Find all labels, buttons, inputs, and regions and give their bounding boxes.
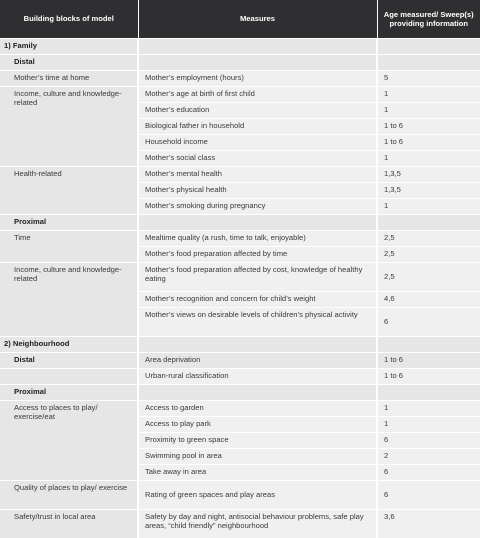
value-cell: 2 <box>377 449 480 465</box>
measure-cell: Mother’s education <box>138 103 377 119</box>
value-cell: 1 to 6 <box>377 369 480 385</box>
block-cell: Health-related <box>0 167 138 215</box>
measure-cell: Proximity to green space <box>138 433 377 449</box>
section-title: 1) Family <box>0 39 138 55</box>
table-row <box>0 87 480 103</box>
section-row-neighbourhood <box>0 337 480 353</box>
table-row <box>0 71 480 87</box>
value-cell: 6 <box>377 481 480 510</box>
subsection-title: Distal <box>0 55 138 71</box>
measure-cell: Mother’s food preparation affected by time <box>138 247 377 263</box>
subsection-row-distal <box>0 55 480 71</box>
subsection-title: Proximal <box>0 215 138 231</box>
table-row <box>0 510 480 538</box>
table-row <box>0 263 480 292</box>
measure-cell: Urban-rural classification <box>138 369 377 385</box>
value-cell: 1 to 6 <box>377 135 480 151</box>
block-cell: Mother’s time at home <box>0 71 138 87</box>
block-cell: Income, culture and knowledge- related <box>0 263 138 337</box>
measure-cell: Mother’s recognition and concern for child’s weight <box>138 292 377 308</box>
value-cell: 1 <box>377 87 480 103</box>
value-cell: 6 <box>377 465 480 481</box>
value-cell: 4,6 <box>377 292 480 308</box>
section-row-family <box>0 39 480 55</box>
block-cell: Quality of places to play/ exercise <box>0 481 138 510</box>
measure-cell: Access to play park <box>138 417 377 433</box>
header-building-blocks: Building blocks of model <box>0 0 138 39</box>
subsection-row-proximal <box>0 385 480 401</box>
value-cell: 1 <box>377 199 480 215</box>
header-age-measured: Age measured/ Sweep(s) providing information <box>377 0 480 39</box>
measure-cell: Swimming pool in area <box>138 449 377 465</box>
table-row <box>0 167 480 183</box>
block-cell: Income, culture and knowledge- related <box>0 87 138 167</box>
section-title: 2) Neighbourhood <box>0 337 138 353</box>
measure-cell: Rating of green spaces and play areas <box>138 481 377 510</box>
measure-cell: Mother’s physical health <box>138 183 377 199</box>
value-cell: 5 <box>377 71 480 87</box>
block-cell: Safety/trust in local area <box>0 510 138 538</box>
value-cell: 1 <box>377 417 480 433</box>
measure-cell: Biological father in household <box>138 119 377 135</box>
block-cell: Access to places to play/ exercise/eat <box>0 401 138 481</box>
value-cell: 2,5 <box>377 247 480 263</box>
value-cell: 1 <box>377 151 480 167</box>
block-cell: Time <box>0 231 138 263</box>
measure-cell: Mother’s employment (hours) <box>138 71 377 87</box>
measure-cell: Household income <box>138 135 377 151</box>
value-cell: 2,5 <box>377 263 480 292</box>
table-header <box>0 0 480 39</box>
value-cell: 1 <box>377 401 480 417</box>
value-cell: 1,3,5 <box>377 167 480 183</box>
value-cell: 1 to 6 <box>377 353 480 369</box>
value-cell: 2,5 <box>377 231 480 247</box>
value-cell: 3,6 <box>377 510 480 538</box>
table-row <box>0 481 480 510</box>
measure-cell: Mother’s social class <box>138 151 377 167</box>
measure-cell: Safety by day and night, antisocial behaviour problems, safe play areas, “child friendly” neighbourhood <box>138 510 377 538</box>
measure-cell: Mealtime quality (a rush, time to talk, enjoyable) <box>138 231 377 247</box>
subsection-title: Distal <box>0 353 138 369</box>
table-row <box>0 369 480 385</box>
value-cell: 6 <box>377 308 480 337</box>
table-row <box>0 231 480 247</box>
value-cell: 1 <box>377 103 480 119</box>
value-cell: 1 to 6 <box>377 119 480 135</box>
measure-cell: Mother’s views on desirable levels of children’s physical activity <box>138 308 377 337</box>
measure-cell: Take away in area <box>138 465 377 481</box>
measure-cell: Mother’s mental health <box>138 167 377 183</box>
table-row <box>0 401 480 417</box>
measure-cell: Mother’s food preparation affected by cost, knowledge of healthy eating <box>138 263 377 292</box>
subsection-title: Proximal <box>0 385 138 401</box>
value-cell: 6 <box>377 433 480 449</box>
measure-cell: Mother’s age at birth of first child <box>138 87 377 103</box>
measure-cell: Access to garden <box>138 401 377 417</box>
subsection-row-proximal <box>0 215 480 231</box>
subsection-row-distal <box>0 353 480 369</box>
measure-cell: Area deprivation <box>138 353 377 369</box>
value-cell: 1,3,5 <box>377 183 480 199</box>
header-measures: Measures <box>138 0 377 39</box>
measure-cell: Mother’s smoking during pregnancy <box>138 199 377 215</box>
